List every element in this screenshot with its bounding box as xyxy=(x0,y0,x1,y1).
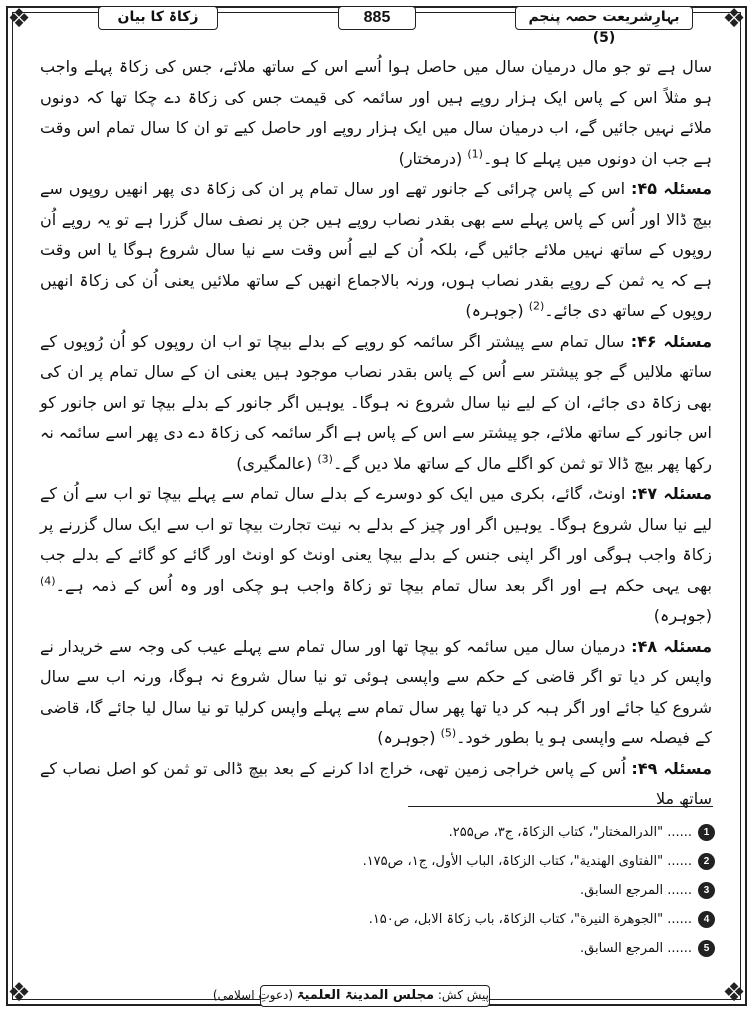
main-text xyxy=(40,52,712,815)
footnote-ref: (5) xyxy=(440,726,457,740)
masala-label: مسئلہ ۴۵: xyxy=(631,179,713,198)
footnote-text: ...... "الدرالمختار"، کتاب الزکاۃ، ج۳، ص۲۵۵. xyxy=(448,825,692,840)
corner-ornament-icon: ❖ xyxy=(722,978,746,1008)
masala-label: مسئلہ ۴۸: xyxy=(631,636,713,656)
paragraph-text: سال ہے تو جو مال درمیان سال میں حاصل ہوا اُسے اس کے ساتھ ملائے، جس کی زکاۃ پہلے واجب ہو مثلاً اس کے پاس ایک ہزار روپے ہیں اور سائمہ کی قیمت جس کی زکاۃ دے چکا تھا کہ دونوں ملائے نہیں جائیں گے، اب درمیان سال میں ایک ہزار روپے اور حاصل کیے تو ان کا سال تمام اس وقت ہے جب ان دونوں میں پہلے کا ہو۔ xyxy=(40,57,712,168)
paragraph-text: اونٹ، گائے، بکری میں ایک کو دوسرے کے بدلے سال تمام سے پہلے بیچا تو اب سے اُن کے لیے نیا سال شروع ہوگا۔ یوہیں اگر اور چیز کے بدلے بہ نیت تجارت بیچا تو اب سے ایک سال گزرنے پر زکاۃ واجب ہوگی اور اگر اپنی جنس کے بدلے بیچا یعنی اونٹ کو اونٹ اور گائے کو گائے کے بدلے جب بھی یہی حکم ہے اور اگر بعد سال تمام بیچا تو زکاۃ واجب ہو چکی اور وہ اُس کے ذمہ ہے۔ xyxy=(40,484,712,595)
footnote-number: 1 xyxy=(698,824,715,841)
footnote-number: 3 xyxy=(698,882,715,899)
corner-ornament-icon: ❖ xyxy=(722,4,746,34)
footnote-ref: (4) xyxy=(40,574,56,588)
paragraph xyxy=(40,479,712,632)
footnote-text: ...... "الجوهرة النیرة"، کتاب الزکاۃ، باب زکاۃ الابل، ص۱۵۰. xyxy=(368,912,692,927)
footnote-ref: (2) xyxy=(528,299,545,313)
footnote-number: 5 xyxy=(698,940,715,957)
source-citation: (درمختار) xyxy=(398,148,463,168)
footnote-item xyxy=(60,818,715,847)
footer-prefix: پیش کش: xyxy=(437,988,489,1002)
book-title: بہارِشریعت حصہ پنجم (5) xyxy=(515,6,693,30)
footnote-divider xyxy=(408,806,713,807)
paragraph xyxy=(40,632,712,754)
masala-label: مسئلہ ۴۷: xyxy=(631,484,712,503)
source-citation: (جوہرہ) xyxy=(377,728,436,747)
masala-label: مسئلہ ۴۹: xyxy=(631,758,712,778)
masala-label: مسئلہ ۴۶: xyxy=(630,331,712,351)
page-footer xyxy=(212,985,490,1007)
footnote-ref: (3) xyxy=(317,452,333,466)
chapter-title: زکاۃ کا بیان xyxy=(98,6,218,30)
paragraph-text: اس کے پاس چرائی کے جانور تھے اور سال تمام پر ان کی زکاۃ دی پھر انھیں روپوں سے بیچ ڈالا اور اُس کے پاس پہلے سے بھی بقدر نصاب روپے ہیں جن پر نصف سال گزرا ہے تو یہ روپے اُن روپوں کے ساتھ نہیں ملائے جائیں گے، بلکہ اُن کے لیے اُس وقت سے نیا سال شروع ہوگا یا اس وقت ہے کہ یہ ثمن کے روپے بقدر نصاب ہوں، ورنہ بالاجماع انھیں کے ساتھ ملائیں یعنی اُن کی زکاۃ انھیں روپوں کے ساتھ دی جائے۔ xyxy=(40,179,713,320)
paragraph-text: اُس کے پاس خراجی زمین تھی، خراج ادا کرنے کے بعد بیچ ڈالی تو ثمن کو اصل نصاب کے ساتھ ملا xyxy=(40,758,712,808)
footnote-item xyxy=(60,847,715,876)
page-number: 885 xyxy=(338,6,416,30)
source-citation: (جوہرہ) xyxy=(465,301,524,320)
publisher-name: مجلس المدینۃ العلمیۃ xyxy=(296,988,435,1003)
footnote-item xyxy=(60,876,715,905)
paragraph-text: سال تمام سے پیشتر اگر سائمہ کو روپے کے بدلے بیچا تو اب ان روپوں کو اُن رُوپوں کے ساتھ ملالیں گے جو پیشتر سے اُس کے پاس بقدر نصاب موجود ہیں یعنی ان کے سال تمام پر ان کی بھی زکاۃ دی جائے، ان کے لیے نیا سال شروع نہ ہوگا۔ یوہیں اگر جانور کے بدلے بیچا تو اس جانور کو اس جانور کے ساتھ ملائے، جو پیشتر سے اس کے پاس ہے اگر سائمہ کی زکاۃ دے دی پھر اسے سائمہ نہ رکھا پھر بیچ ڈالا تو ثمن کو اگلے مال کے ساتھ ملا دیں گے۔ xyxy=(40,331,712,473)
corner-ornament-icon: ❖ xyxy=(7,978,31,1008)
corner-ornament-icon: ❖ xyxy=(7,4,31,34)
paragraph-text: درمیان سال میں سائمہ کو بیچا تھا اور سال تمام سے پہلے عیب کی وجہ سے خریدار نے واپس کر دیا تو اگر قاضی کے حکم سے واپسی ہوئی تو نیا سال شروع نہ ہوگا، ورنہ اب سے سال شروع کیا جائے اور اگر ہبہ کر دیا تھا پھر سال تمام سے پہلے واپس کرلیا تو نیا سال لیا جائے گا، قاضی کے فیصلہ سے واپسی ہو یا بطور خود۔ xyxy=(40,636,712,747)
footnote-item xyxy=(60,934,715,963)
source-citation: (عالمگیری) xyxy=(236,453,313,473)
footnote-number: 4 xyxy=(698,911,715,928)
footnote-ref: (1) xyxy=(467,147,483,161)
footnote-number: 2 xyxy=(698,853,715,870)
paragraph xyxy=(40,327,712,480)
footnote-item xyxy=(60,905,715,934)
paragraph xyxy=(40,174,712,327)
paragraph xyxy=(40,52,712,174)
page-header xyxy=(60,2,693,46)
footnotes xyxy=(60,818,715,963)
publisher-org: (دعوتِ اسلامی) xyxy=(212,988,294,1002)
footnote-text: ...... "الفتاوی الهندیة"، کتاب الزکاۃ، الباب الأول، ج۱، ص۱۷۵. xyxy=(362,854,692,869)
footnote-text: ...... المرجع السابق. xyxy=(580,941,692,956)
source-citation: (جوہرہ) xyxy=(653,606,712,625)
footnote-text: ...... المرجع السابق. xyxy=(580,883,692,898)
